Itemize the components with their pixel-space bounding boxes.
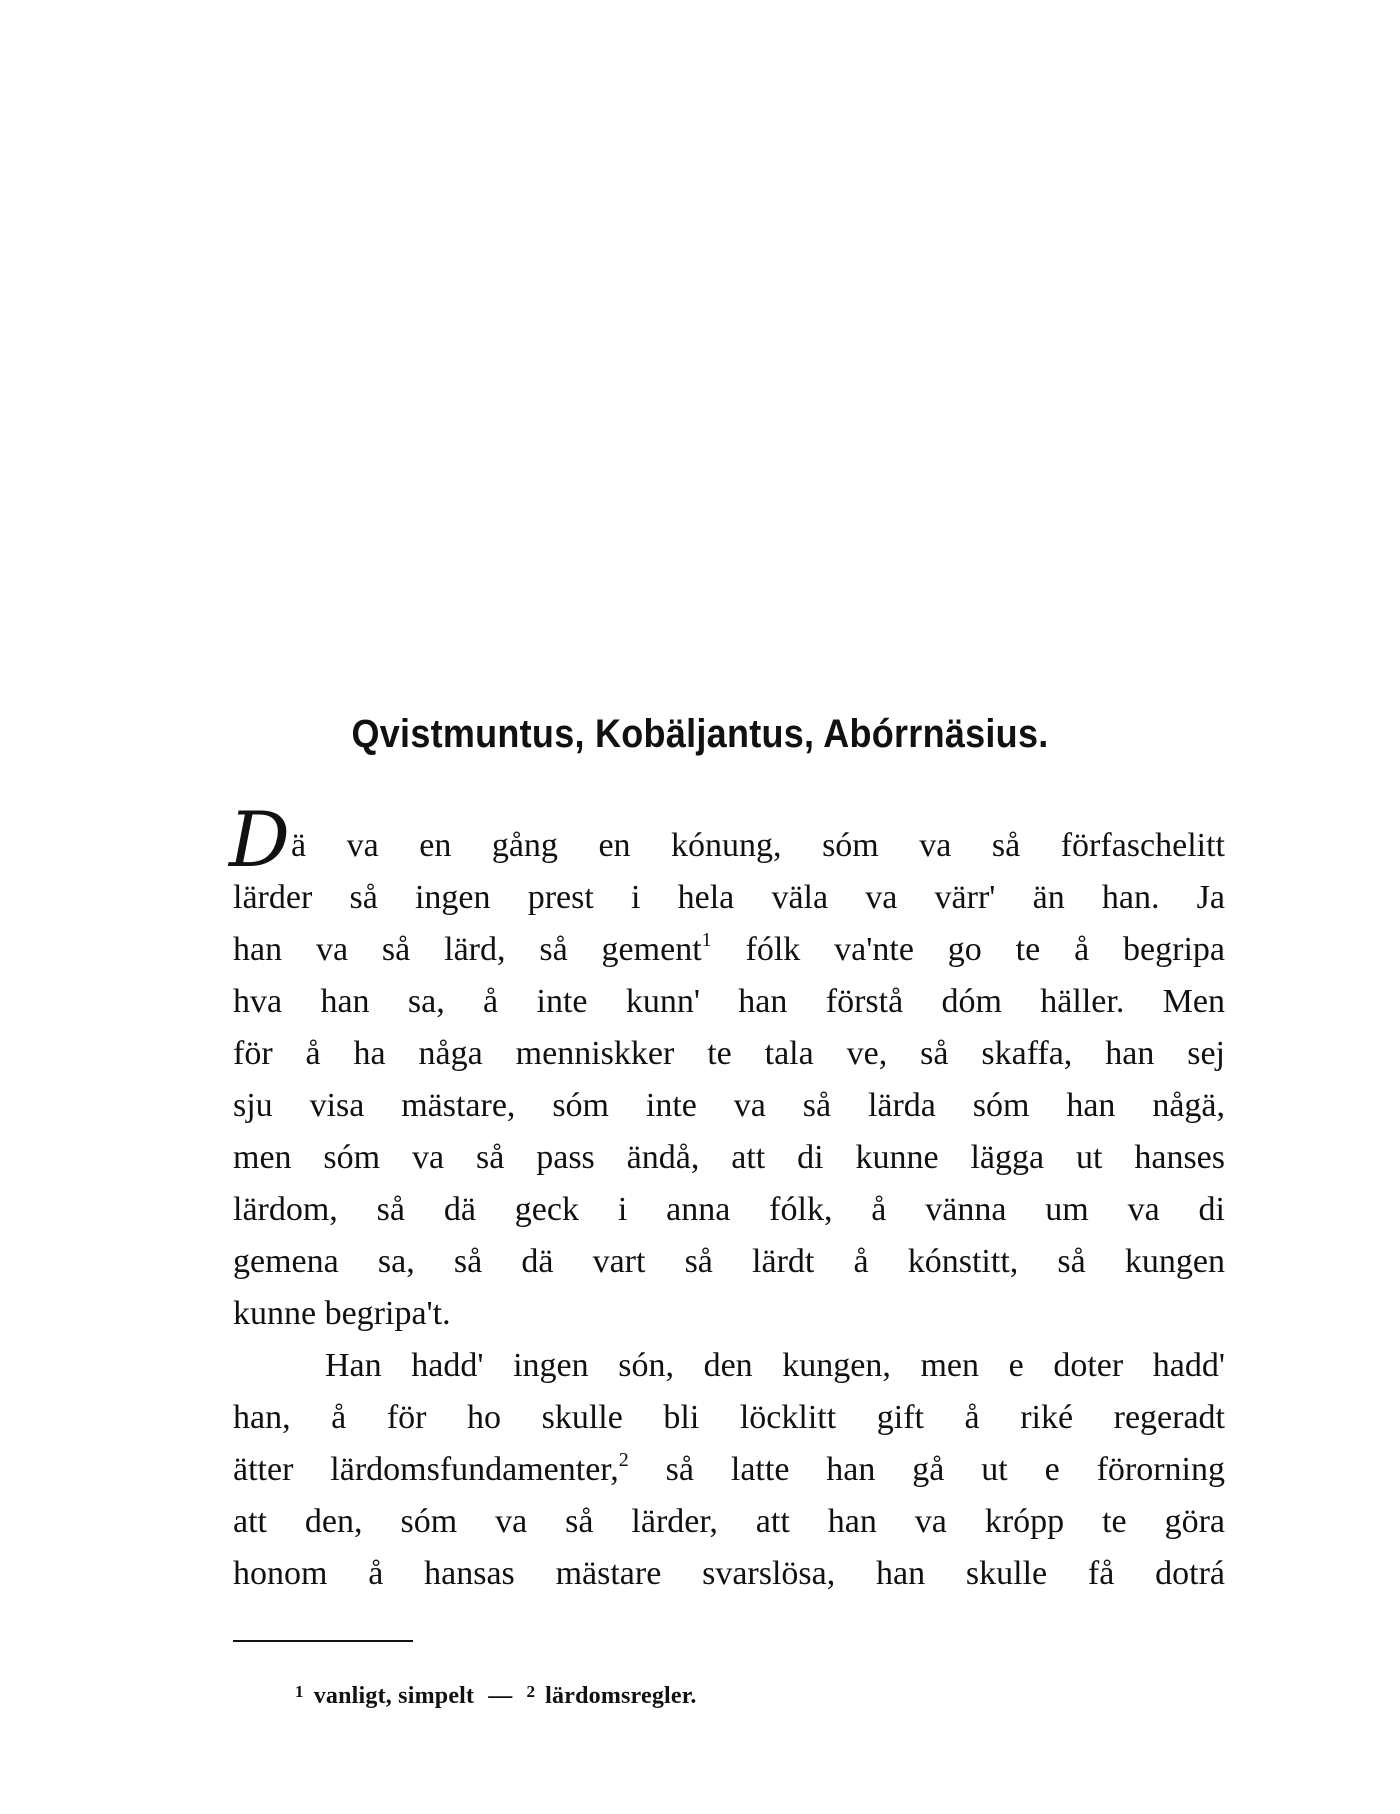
text-line: för å ha någa menniskker te tala ve, så skaffa, han sej [233,1035,1225,1072]
text-line: gemena sa, så dä vart så lärdt å kónstitt, så kungen [233,1243,1225,1280]
footnote-marker: 1 [295,1682,304,1701]
footnotes [295,1682,697,1710]
chapter-title: Qvistmuntus, Kobäljantus, Abórrnäsius. [351,712,1049,756]
text-fragment: så latte han gå ut e förorning [628,1451,1225,1488]
footnote-reference: 2 [618,1449,629,1471]
footnote-separator: — [488,1683,513,1709]
text-fragment: han va så lärd, så gement [233,931,702,968]
text-line: han, å för ho skulle bli löcklitt gift å riké regeradt [233,1399,1225,1436]
text-line: lärdom, så dä geck i anna fólk, å vänna um va di [233,1191,1225,1228]
footnote-divider [233,1640,413,1642]
text-line: honom å hansas mästare svarslösa, han skulle få dotrá [233,1555,1225,1592]
text-line [229,795,1225,884]
text-line: sju visa mästare, sóm inte va så lärda sóm han någä, [233,1087,1225,1124]
text-line-content: ä va en gång en kónung, sóm va så förfaschelitt [291,827,1225,864]
text-line: men sóm va så pass ändå, att di kunne lägga ut hanses [233,1139,1225,1176]
text-fragment: fólk va'nte go te å begripa [711,931,1225,968]
footnote-text: lärdomsregler. [545,1683,697,1709]
footnote-text: vanligt, simpelt [313,1683,475,1709]
text-line: lärder så ingen prest i hela väla va värr' än han. Ja [233,879,1225,916]
text-line: Han hadd' ingen són, den kungen, men e doter hadd' [325,1347,1225,1384]
footnote-marker: 2 [526,1682,536,1701]
body-text [229,795,1225,1600]
text-line: kunne begripa't. [233,1295,451,1332]
text-line: hva han sa, å inte kunn' han förstå dóm häller. Men [233,983,1225,1020]
text-line: att den, sóm va så lärder, att han va krópp te göra [233,1503,1225,1540]
text-line [233,924,1225,976]
text-line [233,1444,1225,1496]
text-fragment: ätter lärdomsfundamenter, [233,1451,619,1488]
drop-cap-initial: D [229,795,290,884]
footnote-reference: 1 [701,929,712,951]
